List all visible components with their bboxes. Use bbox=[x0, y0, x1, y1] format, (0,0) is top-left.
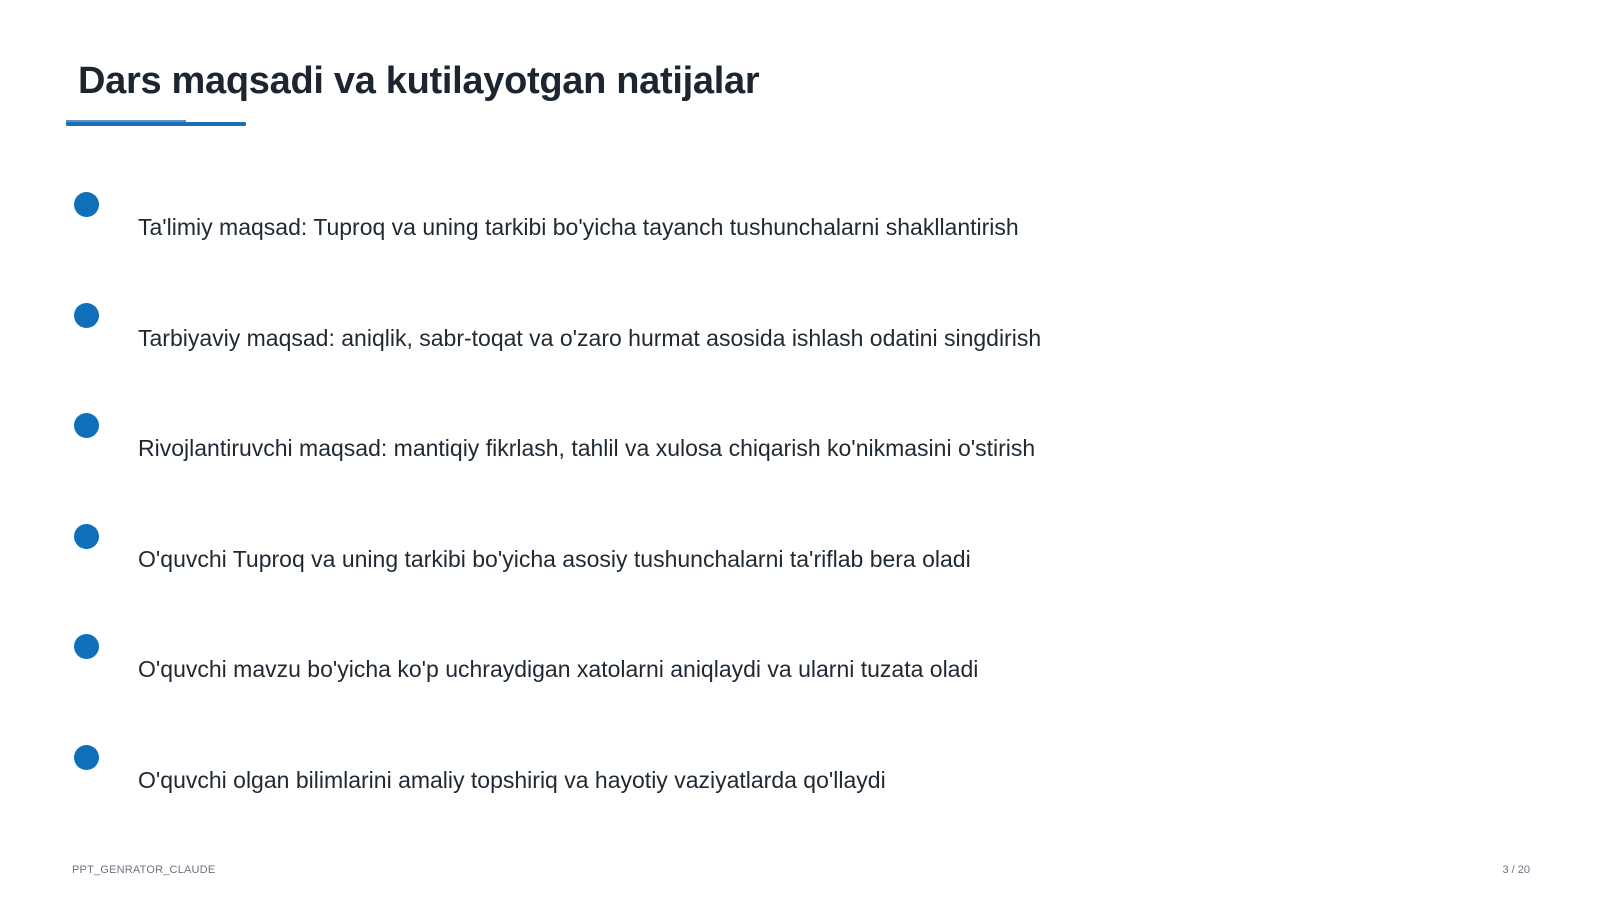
bullet-item bbox=[0, 413, 1600, 473]
bullet-dot-icon bbox=[74, 413, 99, 438]
bullet-item bbox=[0, 634, 1600, 694]
bullet-text: O'quvchi Tuproq va uning tarkibi bo'yicha asosiy tushunchalarni ta'riflab bera oladi bbox=[138, 546, 971, 572]
bullet-dot-icon bbox=[74, 634, 99, 659]
bullet-dot-icon bbox=[74, 303, 99, 328]
bullet-text: O'quvchi olgan bilimlarini amaliy topshiriq va hayotiy vaziyatlarda qo'llaydi bbox=[138, 767, 886, 793]
bullet-dot-icon bbox=[74, 524, 99, 549]
bullet-text: Rivojlantiruvchi maqsad: mantiqiy fikrlash, tahlil va xulosa chiqarish ko'nikmasini o'stirish bbox=[138, 435, 1036, 461]
bullet-item bbox=[0, 192, 1600, 252]
bullet-item bbox=[0, 303, 1600, 363]
footer-source-label: PPT_GENRATOR_CLAUDE bbox=[72, 864, 216, 876]
slide-title: Dars maqsadi va kutilayotgan natijalar bbox=[78, 60, 760, 102]
bullet-text: Tarbiyaviy maqsad: aniqlik, sabr-toqat va o'zaro hurmat asosida ishlash odatini singdirish bbox=[138, 325, 1042, 351]
bullet-text: O'quvchi mavzu bo'yicha ko'p uchraydigan xatolarni aniqlaydi va ularni tuzata oladi bbox=[138, 656, 979, 682]
bullet-dot-icon bbox=[74, 745, 99, 770]
bullet-item bbox=[0, 524, 1600, 584]
bullet-text: Ta'limiy maqsad: Tuproq va uning tarkibi bo'yicha tayanch tushunchalarni shakllantirish bbox=[138, 214, 1019, 240]
bullet-item bbox=[0, 745, 1600, 805]
page-indicator: 3 / 20 bbox=[1502, 864, 1530, 876]
title-underline bbox=[66, 122, 246, 126]
bullet-dot-icon bbox=[74, 192, 99, 217]
